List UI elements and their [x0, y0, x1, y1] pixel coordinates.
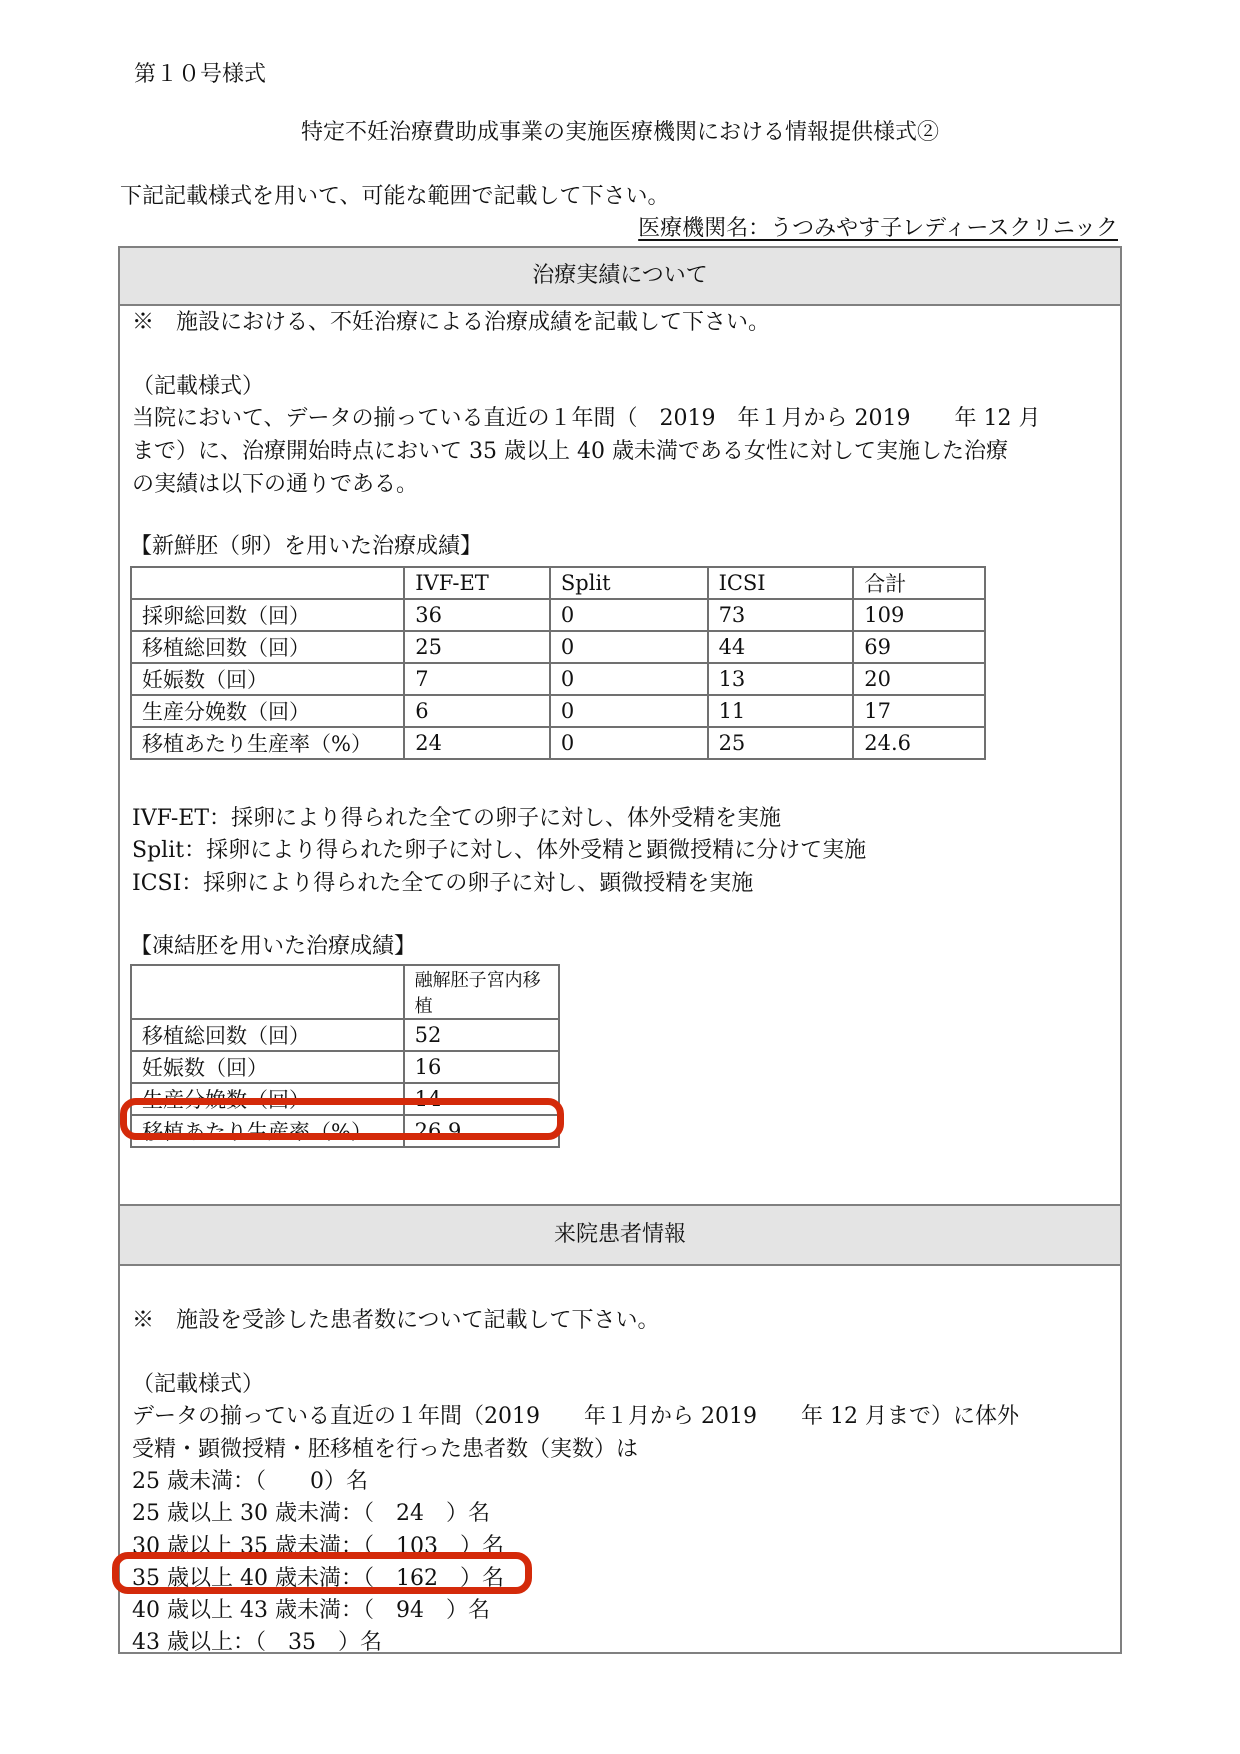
table-row	[131, 1051, 559, 1083]
table-cell: 25	[708, 727, 854, 759]
age-group-item: 30 歳以上 35 歳未満：（ 103 ）名	[132, 1534, 504, 1559]
table-cell: 109	[853, 599, 985, 631]
section2-format-label: （記載様式）	[132, 1372, 265, 1397]
document-title: 特定不妊治療費助成事業の実施医療機関における情報提供様式②	[300, 120, 939, 145]
definition-icsi: ICSI：採卵により得られた全ての卵子に対し、顕微授精を実施	[132, 871, 754, 896]
age-group-item: 35 歳以上 40 歳未満：（ 162 ）名	[132, 1566, 504, 1591]
table-row	[131, 631, 985, 663]
table-cell: 0	[550, 631, 708, 663]
definition-split: Split：採卵により得られた卵子に対し、体外受精と顕微授精に分けて実施	[132, 838, 867, 863]
section2-paragraph-line: データの揃っている直近の１年間（2019 年１月から 2019 年 12 月まで）に体外	[132, 1404, 1019, 1429]
row-label: 移植あたり生産率（%）	[131, 727, 404, 759]
section1-note: ※ 施設における、不妊治療による治療成績を記載して下さい。	[132, 310, 771, 335]
header-cell: 融解胚子宮内移植	[404, 965, 559, 1019]
table-cell: 0	[550, 695, 708, 727]
table-cell: 44	[708, 631, 854, 663]
table-cell: 0	[550, 663, 708, 695]
table-cell: 17	[853, 695, 985, 727]
section1-paragraph-line: の実績は以下の通りである。	[132, 472, 419, 497]
table-cell: 0	[550, 599, 708, 631]
form-number: 第１０号様式	[134, 62, 267, 87]
highlight-frozen-live-birth-rate	[120, 1098, 564, 1140]
section1-format-label: （記載様式）	[132, 374, 265, 399]
row-label: 移植あたり生産率（%）	[131, 1115, 404, 1147]
table-cell: 14	[404, 1083, 559, 1115]
definition-ivf-et: IVF-ET：採卵により得られた全ての卵子に対し、体外受精を実施	[132, 806, 782, 831]
header-cell	[131, 965, 404, 1019]
table-cell: 52	[404, 1019, 559, 1051]
table-row	[131, 599, 985, 631]
header-cell: Split	[550, 567, 708, 599]
table-cell: 73	[708, 599, 854, 631]
header-cell: 合計	[853, 567, 985, 599]
table-cell: 26.9	[404, 1115, 559, 1147]
row-label: 生産分娩数（回）	[131, 1083, 404, 1115]
highlight-age-35-40	[112, 1552, 532, 1594]
section1-paragraph-line: まで）に、治療開始時点において 35 歳以上 40 歳未満である女性に対して実施した治療	[132, 439, 1008, 464]
row-label: 移植総回数（回）	[131, 631, 404, 663]
table-row	[131, 1019, 559, 1051]
section-heading-treatment-results: 治療実績について	[118, 246, 1122, 306]
section2-paragraph-line: 受精・顕微授精・胚移植を行った患者数（実数）は	[132, 1437, 639, 1462]
table-cell: 16	[404, 1051, 559, 1083]
section1-paragraph-line: 当院において、データの揃っている直近の１年間（ 2019 年１月から 2019 年 12 月	[132, 406, 1041, 431]
age-group-item: 25 歳以上 30 歳未満：（ 24 ）名	[132, 1501, 490, 1526]
age-group-item: 43 歳以上：（ 35 ）名	[132, 1630, 382, 1655]
table-header-row	[131, 965, 559, 1019]
row-label: 生産分娩数（回）	[131, 695, 404, 727]
age-group-item: 25 歳未満：（ 0）名	[132, 1469, 368, 1494]
table-row	[131, 727, 985, 759]
table-cell: 7	[404, 663, 550, 695]
frozen-embryo-title: 【凍結胚を用いた治療成績】	[130, 934, 417, 959]
row-label: 妊娠数（回）	[131, 1051, 404, 1083]
section2-note: ※ 施設を受診した患者数について記載して下さい。	[132, 1308, 660, 1333]
table-row	[131, 663, 985, 695]
table-cell: 11	[708, 695, 854, 727]
row-label: 採卵総回数（回）	[131, 599, 404, 631]
section-heading-patient-info: 来院患者情報	[118, 1204, 1122, 1266]
table-cell: 20	[853, 663, 985, 695]
header-cell	[131, 567, 404, 599]
header-cell: ICSI	[708, 567, 854, 599]
table-cell: 6	[404, 695, 550, 727]
table-cell: 25	[404, 631, 550, 663]
clinic-name: 医療機関名：うつみやす子レディースクリニック	[638, 216, 1118, 241]
table-cell: 69	[853, 631, 985, 663]
fresh-embryo-table	[130, 566, 986, 760]
instruction-text: 下記記載様式を用いて、可能な範囲で記載して下さい。	[120, 184, 670, 209]
row-label: 妊娠数（回）	[131, 663, 404, 695]
table-cell: 0	[550, 727, 708, 759]
table-row	[131, 695, 985, 727]
table-cell: 36	[404, 599, 550, 631]
table-cell: 24.6	[853, 727, 985, 759]
header-cell: IVF-ET	[404, 567, 550, 599]
table-header-row	[131, 567, 985, 599]
age-group-item: 40 歳以上 43 歳未満：（ 94 ）名	[132, 1598, 490, 1623]
table-cell: 24	[404, 727, 550, 759]
row-label: 移植総回数（回）	[131, 1019, 404, 1051]
fresh-embryo-title: 【新鮮胚（卵）を用いた治療成績】	[130, 534, 483, 559]
table-cell: 13	[708, 663, 854, 695]
